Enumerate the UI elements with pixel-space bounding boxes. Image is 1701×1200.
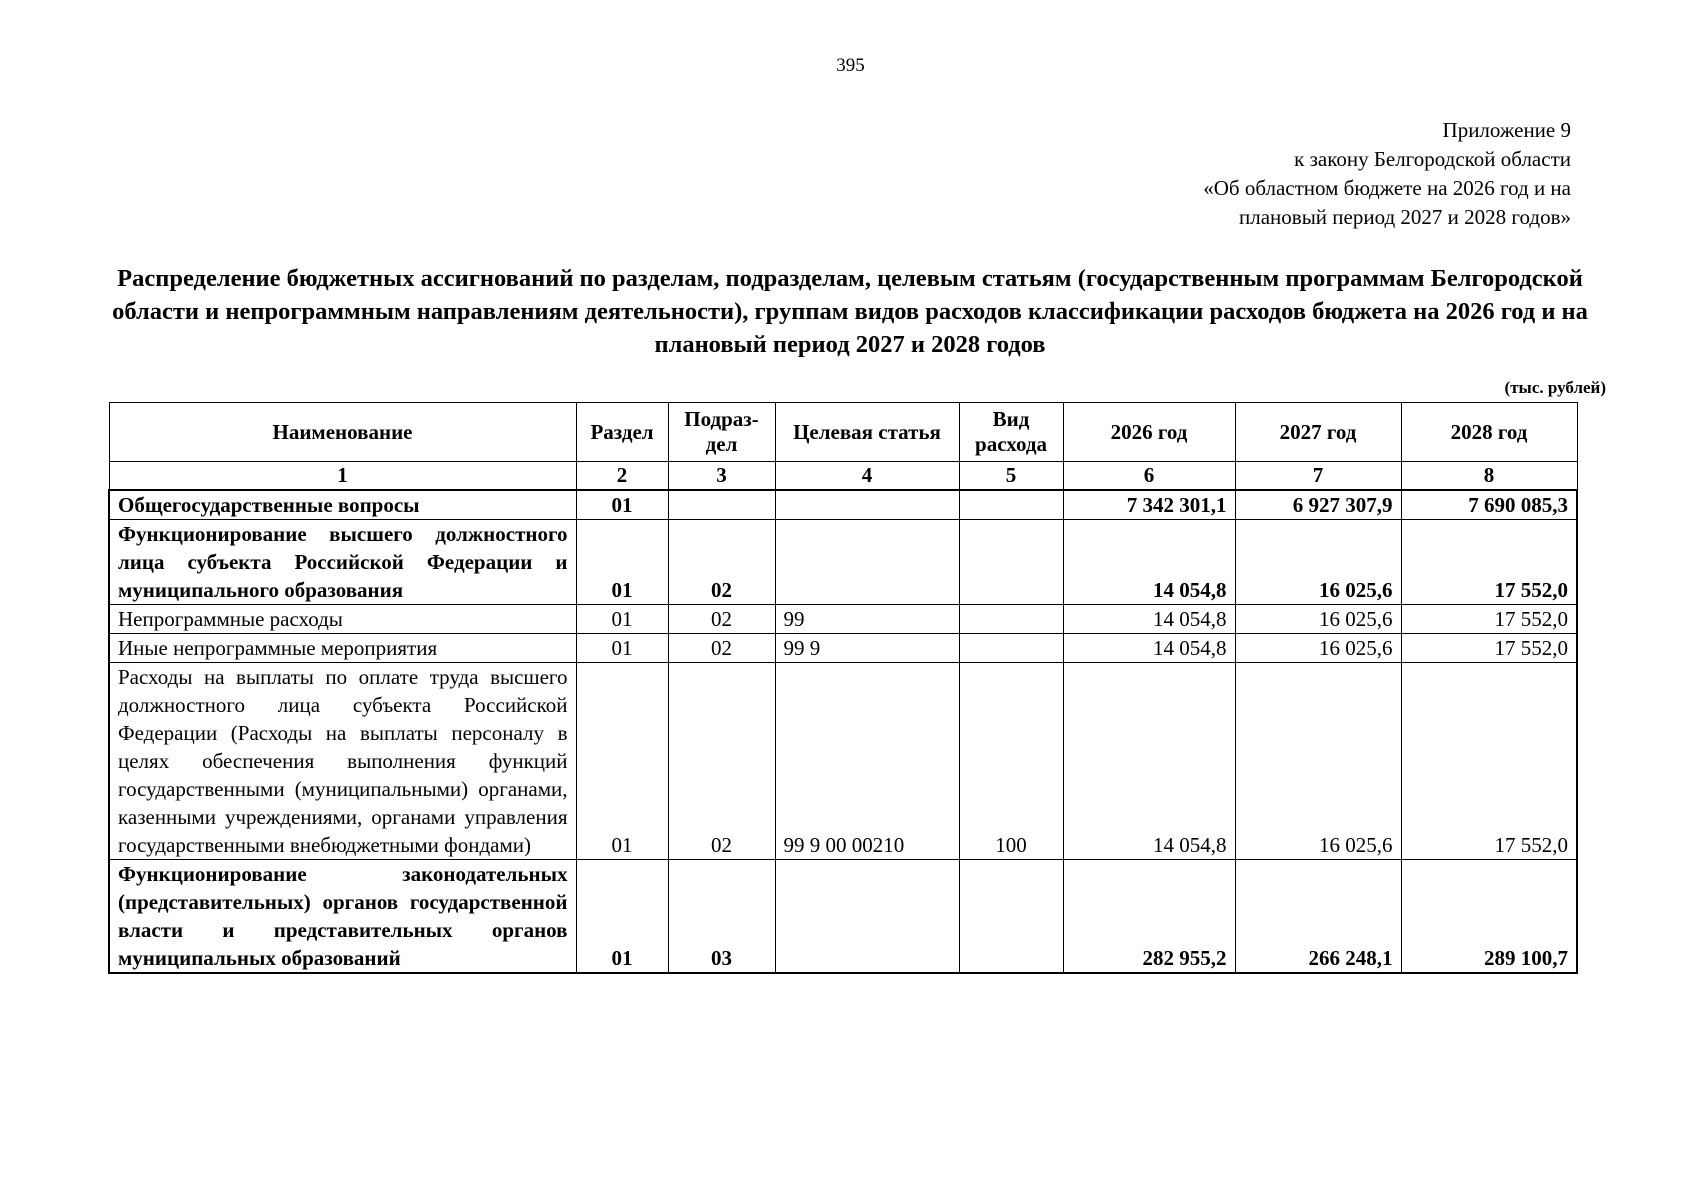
row-name: Расходы на выплаты по оплате труда высшего должностного лица субъекта Российской Федерации (Расходы на выплаты персоналу в целях обеспечения выполнения функций государственными (муниципальными) органами, казенными учреждениями, органами управления государственными внебюджетными фондами)	[109, 663, 576, 860]
row-2028: 17 552,0	[1401, 634, 1577, 663]
row-target	[775, 520, 959, 605]
row-subsection: 02	[668, 520, 775, 605]
row-section: 01	[576, 490, 668, 520]
row-2028: 17 552,0	[1401, 605, 1577, 634]
row-name: Иные непрограммные мероприятия	[109, 634, 576, 663]
row-2027: 16 025,6	[1235, 663, 1401, 860]
header-type: Вид расхода	[959, 403, 1063, 462]
col-number: 1	[109, 462, 576, 491]
row-type	[959, 490, 1063, 520]
table-row	[109, 860, 1577, 974]
row-2027: 16 025,6	[1235, 634, 1401, 663]
header-subsection: Подраз-дел	[668, 403, 775, 462]
row-name: Функционирование высшего должностного лица субъекта Российской Федерации и муниципального образования	[109, 520, 576, 605]
row-name: Непрограммные расходы	[109, 605, 576, 634]
table-row	[109, 634, 1577, 663]
row-type	[959, 520, 1063, 605]
row-name: Общегосударственные вопросы	[109, 490, 576, 520]
col-number: 8	[1401, 462, 1577, 491]
header-row	[109, 403, 1577, 462]
row-subsection: 02	[668, 605, 775, 634]
row-2027: 16 025,6	[1235, 520, 1401, 605]
table-row	[109, 605, 1577, 634]
row-section: 01	[576, 634, 668, 663]
row-target: 99	[775, 605, 959, 634]
col-number: 6	[1063, 462, 1235, 491]
col-number: 4	[775, 462, 959, 491]
row-subsection: 02	[668, 663, 775, 860]
appendix-line-1: Приложение 9	[1442, 118, 1571, 142]
appendix-header	[971, 116, 1571, 232]
col-number: 3	[668, 462, 775, 491]
row-2027: 6 927 307,9	[1235, 490, 1401, 520]
row-2026: 14 054,8	[1063, 663, 1235, 860]
row-section: 01	[576, 860, 668, 974]
row-2028: 17 552,0	[1401, 663, 1577, 860]
row-2026: 14 054,8	[1063, 520, 1235, 605]
row-2028: 7 690 085,3	[1401, 490, 1577, 520]
row-section: 01	[576, 520, 668, 605]
appendix-line-2: к закону Белгородской области	[1294, 147, 1571, 171]
document-title: Распределение бюджетных ассигнований по разделам, подразделам, целевым статьям (государственным программам Белгородской области и непрограммным направлениям деятельности), группам видов расходов классификации расходов бюджета на 2026 год и на плановый период 2027 и 2028 годов	[112, 265, 1588, 358]
row-2026: 7 342 301,1	[1063, 490, 1235, 520]
header-2028: 2028 год	[1401, 403, 1577, 462]
col-number: 5	[959, 462, 1063, 491]
header-target: Целевая статья	[775, 403, 959, 462]
header-2027: 2027 год	[1235, 403, 1401, 462]
column-number-row	[109, 462, 1577, 491]
row-subsection: 03	[668, 860, 775, 974]
row-section: 01	[576, 605, 668, 634]
row-section: 01	[576, 663, 668, 860]
row-target: 99 9	[775, 634, 959, 663]
row-2026: 14 054,8	[1063, 634, 1235, 663]
appendix-line-4: плановый период 2027 и 2028 годов»	[1239, 205, 1571, 229]
row-2026: 14 054,8	[1063, 605, 1235, 634]
row-2027: 16 025,6	[1235, 605, 1401, 634]
row-name: Функционирование законодательных (представительных) органов государственной власти и представительных органов муниципальных образований	[109, 860, 576, 974]
row-subsection	[668, 490, 775, 520]
row-target	[775, 490, 959, 520]
row-2028: 17 552,0	[1401, 520, 1577, 605]
row-2027: 266 248,1	[1235, 860, 1401, 974]
appendix-line-3: «Об областном бюджете на 2026 год и на	[1203, 176, 1571, 200]
table-row	[109, 663, 1577, 860]
row-target: 99 9 00 00210	[775, 663, 959, 860]
row-target	[775, 860, 959, 974]
col-number: 7	[1235, 462, 1401, 491]
header-name: Наименование	[109, 403, 576, 462]
table-row	[109, 490, 1577, 520]
header-2026: 2026 год	[1063, 403, 1235, 462]
units-label: (тыс. рублей)	[1504, 378, 1606, 397]
header-section: Раздел	[576, 403, 668, 462]
row-2028: 289 100,7	[1401, 860, 1577, 974]
table-row	[109, 520, 1577, 605]
budget-table	[108, 402, 1578, 974]
row-type	[959, 605, 1063, 634]
row-2026: 282 955,2	[1063, 860, 1235, 974]
row-type	[959, 860, 1063, 974]
col-number: 2	[576, 462, 668, 491]
row-type: 100	[959, 663, 1063, 860]
page-number: 395	[836, 55, 865, 76]
row-type	[959, 634, 1063, 663]
row-subsection: 02	[668, 634, 775, 663]
